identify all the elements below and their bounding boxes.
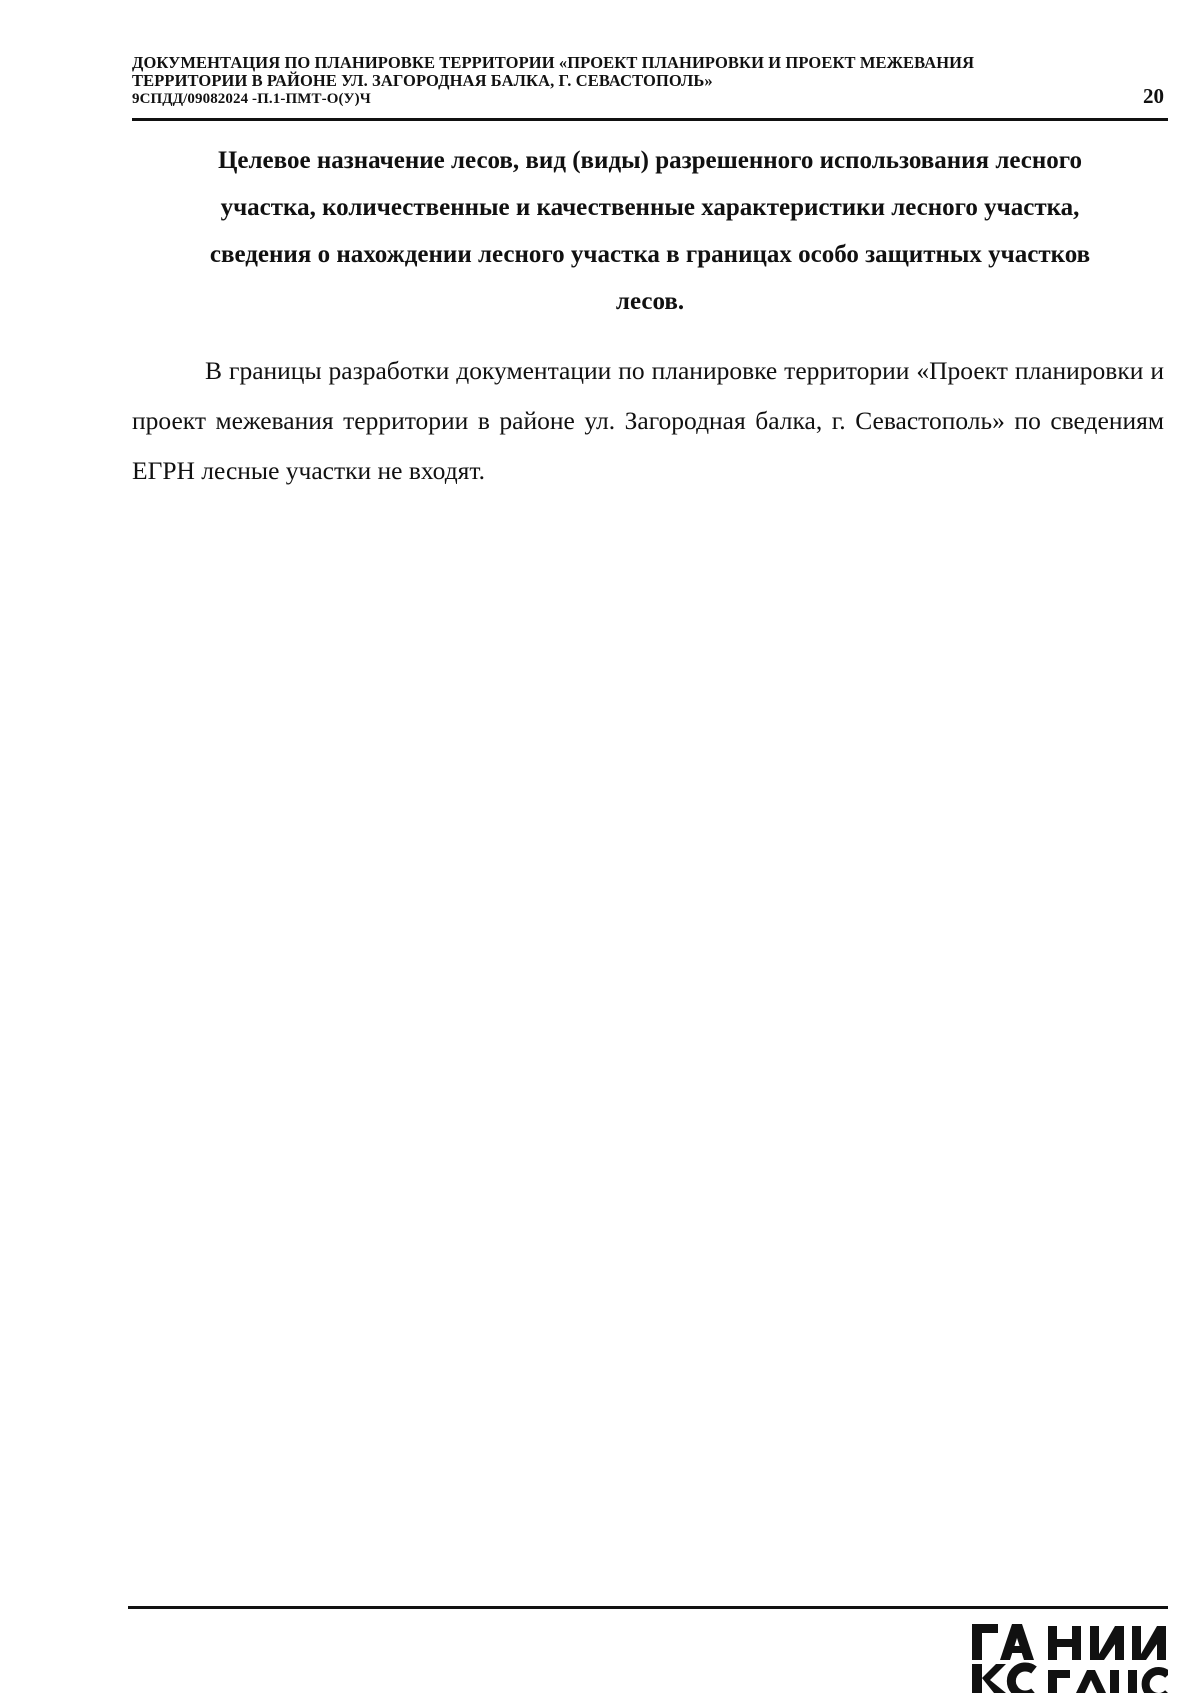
document-code: 9СПДД/09082024 -П.1-ПМТ-О(У)Ч xyxy=(132,91,371,107)
page-header xyxy=(132,54,1168,120)
header-divider xyxy=(132,118,1168,121)
section-heading-line: сведения о нахождении лесного участка в границах особо защитных участков xyxy=(209,241,1091,268)
body-paragraph: В границы разработки документации по планировке территории «Проект планировки и проект межевания территории в районе ул. Загородная балка, г. Севастополь» по сведениям ЕГРН лесные участки не входят. xyxy=(132,356,1164,485)
header-title-line-1: ДОКУМЕНТАЦИЯ ПО ПЛАНИРОВКЕ ТЕРРИТОРИИ «ПРОЕКТ ПЛАНИРОВКИ И ПРОЕКТ МЕЖЕВАНИЯ xyxy=(132,53,975,72)
footer-divider xyxy=(128,1606,1168,1609)
section-heading xyxy=(132,137,1168,325)
logo-mark-icon xyxy=(972,1620,1168,1693)
section-heading-line: участка, количественные и качественные характеристики лесного участка, xyxy=(220,194,1080,221)
section-heading-line: Целевое назначение лесов, вид (виды) разрешенного использования лесного xyxy=(217,147,1082,174)
page-number: 20 xyxy=(1143,84,1164,108)
organization-logo xyxy=(972,1620,1168,1693)
section-heading-line: лесов. xyxy=(615,288,685,315)
header-title-line-2: ТЕРРИТОРИИ В РАЙОНЕ УЛ. ЗАГОРОДНАЯ БАЛКА, Г. СЕВАСТОПОЛЬ» xyxy=(132,71,713,90)
